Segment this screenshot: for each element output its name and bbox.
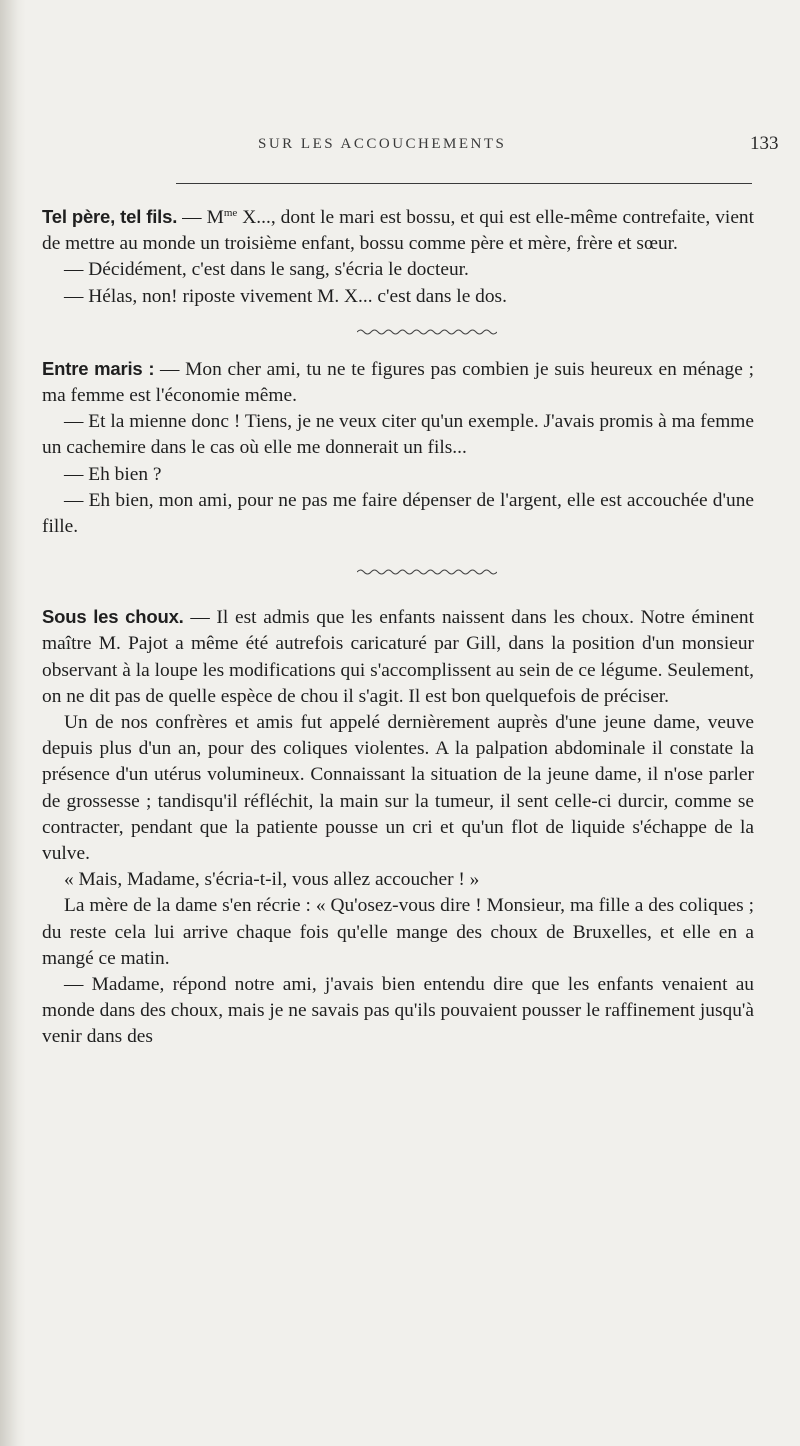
paragraph: Un de nos confrères et amis fut appelé dernièrement auprès d'une jeune dame, veuve depuis plus d'un an, pour des coliques violentes. A la palpation abdominale il constate la présence d'un utérus volumineux. Connaissant la situation de la jeune dame, il n'ose parler de grossesse ; tandisqu'il réfléchit, la main sur la tumeur, il sent celle-ci durcir, comme se contracter, pendant que la patiente pousse un cri et qu'un flot de liquide s'échappe de la vulve. — [42, 712, 754, 865]
page-body — [42, 204, 754, 1051]
section-entre-maris — [42, 356, 754, 540]
paragraph-text: — Mon cher ami, tu ne te figures pas combien je suis heureux en ménage ; ma femme est l'économie même. — [42, 358, 754, 407]
section-divider — [42, 540, 754, 604]
paragraph: — Madame, répond notre ami, j'avais bien entendu dire que les enfants venaient au monde dans des choux, mais je ne savais pas qu'ils pouvaient pousser le raffinement jusqu'à venir dans des — [42, 974, 754, 1048]
paragraph: La mère de la dame s'en récrie : « Qu'osez-vous dire ! Monsieur, ma fille a des coliques ; du reste cela lui arrive chaque fois qu'elle mange des choux de Bruxelles, et elle en a mangé ce matin. — [42, 895, 754, 969]
paragraph: — Et la mienne donc ! Tiens, je ne veux citer qu'un exemple. J'avais promis à ma femme un cachemire dans le cas où elle me donnerait un fils... — [42, 411, 754, 459]
section-heading: Entre maris : — [42, 357, 155, 379]
running-head: SUR LES ACCOUCHEMENTS — [258, 136, 507, 152]
paragraph: « Mais, Madame, s'écria-t-il, vous allez accoucher ! » — [64, 869, 480, 891]
page-number: 133 — [750, 133, 779, 154]
paragraph: — Eh bien ? — [64, 463, 162, 485]
paragraph-text: X..., dont le mari est bossu, et qui est elle-même contrefaite, vient de mettre au monde un troisième enfant, bossu comme père et mère, frère et sœur. — [42, 207, 755, 255]
paragraph — [42, 204, 754, 257]
header-rule — [176, 183, 752, 184]
section-sous-les-choux — [42, 604, 754, 1050]
paragraph — [42, 604, 754, 710]
paragraph: — Décidément, c'est dans le sang, s'écria le docteur. — [64, 259, 469, 281]
section-tel-pere — [42, 204, 754, 310]
paragraph: — Eh bien, mon ami, pour ne pas me faire dépenser de l'argent, elle est accouchée d'une fille. — [42, 489, 754, 538]
paragraph-text: — M — [177, 207, 224, 228]
paragraph — [42, 356, 754, 409]
section-heading: Sous les choux. — [42, 606, 184, 628]
page-header — [0, 133, 800, 162]
page-edge-shadow — [0, 0, 26, 1446]
section-heading: Tel père, tel fils. — [42, 206, 178, 227]
superscript: me — [223, 207, 238, 219]
paragraph: — Hélas, non! riposte vivement M. X... c'est dans le dos. — [64, 285, 507, 307]
paragraph-text: — Il est admis que les enfants naissent dans les choux. Notre éminent maître M. Pajot a même été autrefois caricaturé par Gill, dans la position d'un monsieur observant à la loupe les modifications qui s'accomplissent au sein de ce légume. Seulement, on ne dit pas de quelle espèce de chou il s'agit. Il est bon quelquefois de préciser. — [42, 607, 754, 707]
section-divider — [42, 310, 754, 356]
